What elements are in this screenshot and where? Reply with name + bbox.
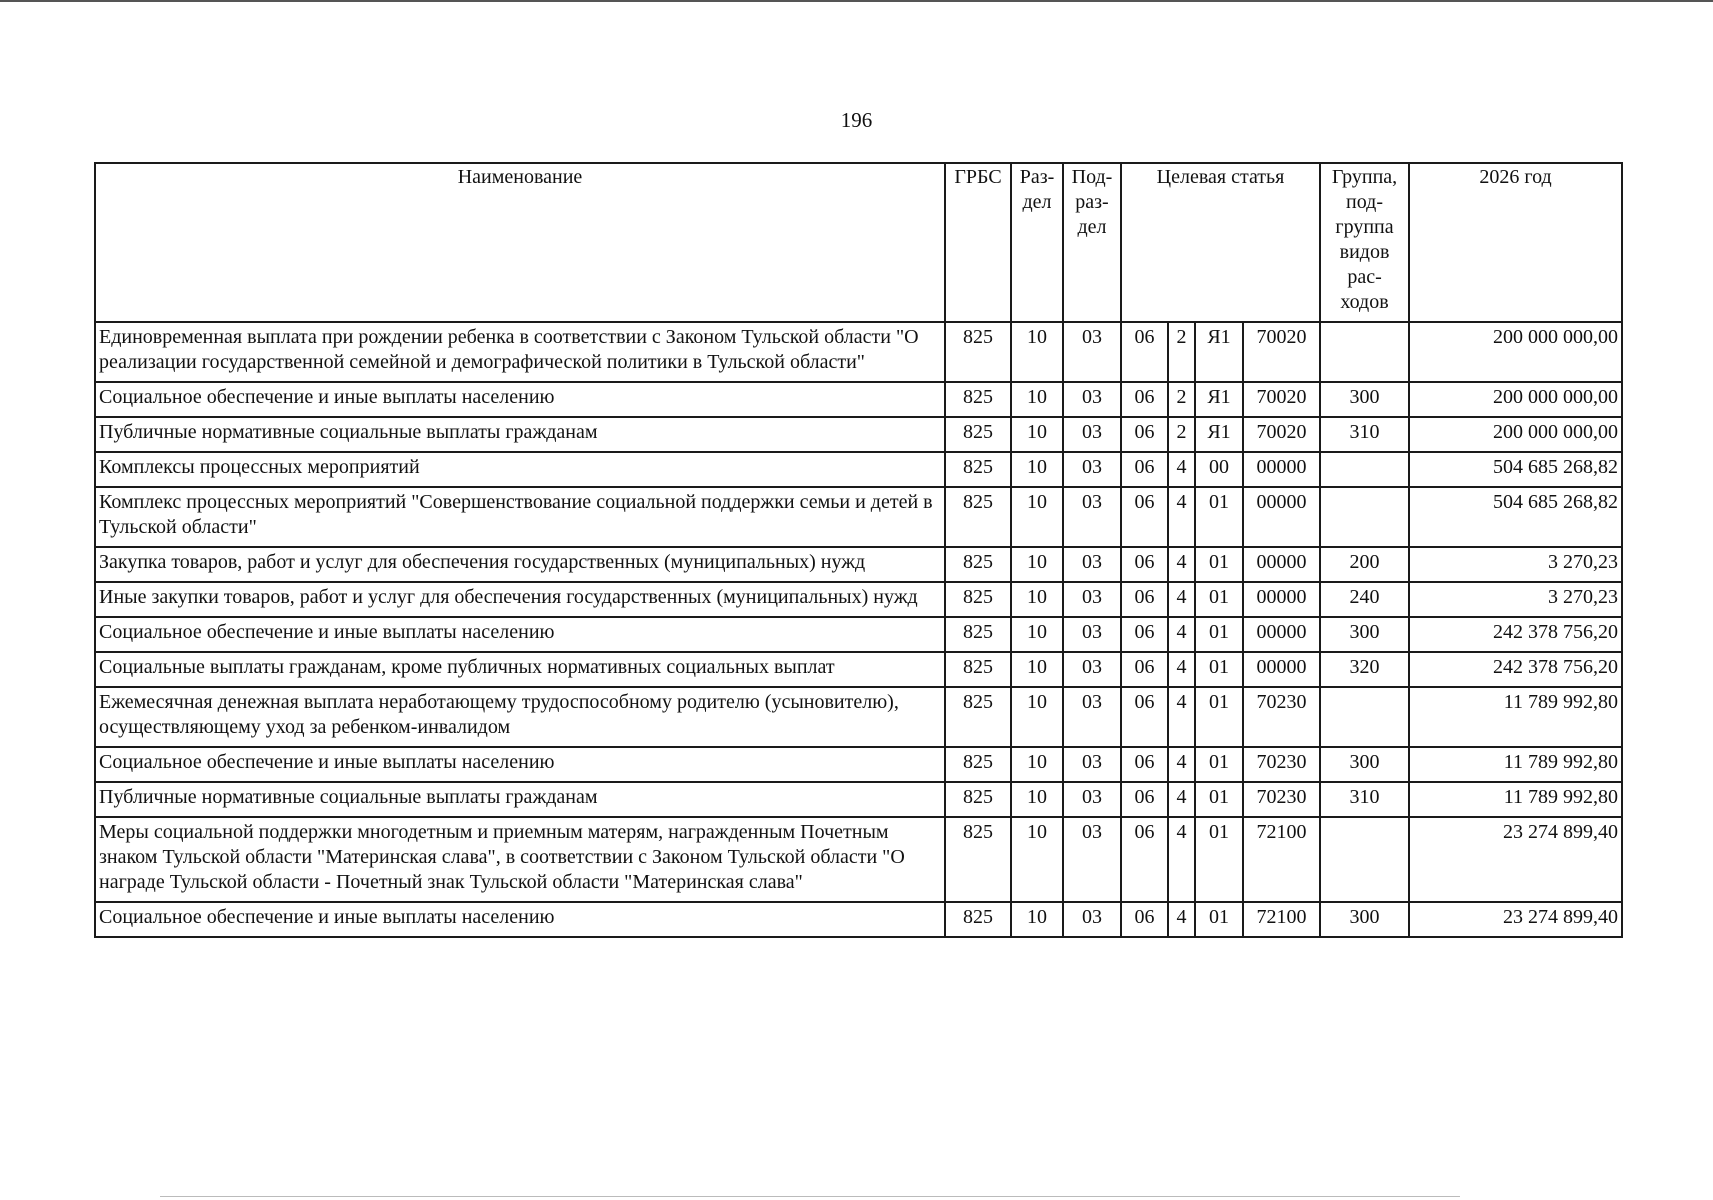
cell-podrazdel: 03	[1063, 617, 1121, 652]
cell-target-structure: 01	[1195, 582, 1243, 617]
cell-podrazdel: 03	[1063, 487, 1121, 547]
cell-target-program: 06	[1121, 582, 1168, 617]
cell-expense-group: 300	[1320, 382, 1409, 417]
cell-target-program: 06	[1121, 487, 1168, 547]
cell-amount-2026: 242 378 756,20	[1409, 617, 1622, 652]
cell-target-structure: 01	[1195, 817, 1243, 902]
cell-razdel: 10	[1011, 817, 1063, 902]
cell-target-direction: 72100	[1243, 902, 1320, 937]
table-row	[95, 782, 1622, 817]
cell-amount-2026: 200 000 000,00	[1409, 417, 1622, 452]
cell-podrazdel: 03	[1063, 902, 1121, 937]
cell-target-type: 4	[1168, 652, 1195, 687]
cell-target-structure: 01	[1195, 547, 1243, 582]
cell-name: Ежемесячная денежная выплата неработающему трудоспособному родителю (усыновителю), осуществляющему уход за ребенком-инвалидом	[95, 687, 945, 747]
cell-grbs: 825	[945, 687, 1011, 747]
cell-target-direction: 00000	[1243, 582, 1320, 617]
header-target-article: Целевая статья	[1121, 163, 1320, 322]
cell-name: Публичные нормативные социальные выплаты гражданам	[95, 417, 945, 452]
cell-target-program: 06	[1121, 547, 1168, 582]
cell-amount-2026: 3 270,23	[1409, 547, 1622, 582]
table-row	[95, 582, 1622, 617]
cell-grbs: 825	[945, 322, 1011, 382]
cell-target-type: 2	[1168, 322, 1195, 382]
header-grbs: ГРБС	[945, 163, 1011, 322]
cell-expense-group	[1320, 452, 1409, 487]
table-row	[95, 652, 1622, 687]
table-row	[95, 617, 1622, 652]
cell-target-program: 06	[1121, 747, 1168, 782]
cell-target-type: 4	[1168, 617, 1195, 652]
cell-target-structure: 01	[1195, 687, 1243, 747]
cell-target-direction: 00000	[1243, 547, 1320, 582]
cell-name: Социальные выплаты гражданам, кроме публичных нормативных социальных выплат	[95, 652, 945, 687]
cell-target-program: 06	[1121, 382, 1168, 417]
cell-expense-group: 300	[1320, 617, 1409, 652]
cell-target-program: 06	[1121, 452, 1168, 487]
cell-target-type: 4	[1168, 782, 1195, 817]
cell-grbs: 825	[945, 617, 1011, 652]
cell-target-structure: 00	[1195, 452, 1243, 487]
table-row	[95, 452, 1622, 487]
cell-amount-2026: 504 685 268,82	[1409, 452, 1622, 487]
cell-expense-group: 300	[1320, 902, 1409, 937]
cell-target-structure: Я1	[1195, 417, 1243, 452]
cell-grbs: 825	[945, 747, 1011, 782]
table-row	[95, 417, 1622, 452]
cell-name: Социальное обеспечение и иные выплаты населению	[95, 382, 945, 417]
cell-target-program: 06	[1121, 782, 1168, 817]
cell-podrazdel: 03	[1063, 652, 1121, 687]
cell-target-type: 4	[1168, 582, 1195, 617]
cell-grbs: 825	[945, 902, 1011, 937]
cell-razdel: 10	[1011, 902, 1063, 937]
cell-name: Меры социальной поддержки многодетным и приемным матерям, награжденным Почетным знаком Тульской области "Материнская слава", в соответствии с Законом Тульской области "О награде Тульской области - Почетный знак Тульской области "Материнская слава"	[95, 817, 945, 902]
header-name: Наименование	[95, 163, 945, 322]
cell-name: Социальное обеспечение и иные выплаты населению	[95, 747, 945, 782]
cell-podrazdel: 03	[1063, 817, 1121, 902]
cell-razdel: 10	[1011, 782, 1063, 817]
cell-target-program: 06	[1121, 417, 1168, 452]
cell-expense-group: 200	[1320, 547, 1409, 582]
cell-target-direction: 70230	[1243, 782, 1320, 817]
cell-amount-2026: 11 789 992,80	[1409, 747, 1622, 782]
table-row	[95, 547, 1622, 582]
cell-grbs: 825	[945, 382, 1011, 417]
cell-target-structure: 01	[1195, 782, 1243, 817]
cell-expense-group	[1320, 487, 1409, 547]
cell-target-type: 4	[1168, 452, 1195, 487]
cell-razdel: 10	[1011, 747, 1063, 782]
cell-target-type: 4	[1168, 687, 1195, 747]
cell-grbs: 825	[945, 652, 1011, 687]
cell-target-direction: 00000	[1243, 487, 1320, 547]
cell-podrazdel: 03	[1063, 322, 1121, 382]
cell-name: Комплексы процессных мероприятий	[95, 452, 945, 487]
cell-target-program: 06	[1121, 652, 1168, 687]
cell-target-direction: 00000	[1243, 617, 1320, 652]
cell-amount-2026: 23 274 899,40	[1409, 902, 1622, 937]
cell-target-structure: Я1	[1195, 322, 1243, 382]
cell-target-structure: 01	[1195, 617, 1243, 652]
page-number: 196	[840, 108, 873, 132]
cell-razdel: 10	[1011, 582, 1063, 617]
cell-expense-group: 310	[1320, 417, 1409, 452]
cell-name: Социальное обеспечение и иные выплаты населению	[95, 617, 945, 652]
cell-podrazdel: 03	[1063, 782, 1121, 817]
cell-amount-2026: 23 274 899,40	[1409, 817, 1622, 902]
cell-target-direction: 70230	[1243, 747, 1320, 782]
cell-grbs: 825	[945, 452, 1011, 487]
cell-razdel: 10	[1011, 547, 1063, 582]
table-row	[95, 747, 1622, 782]
cell-expense-group: 310	[1320, 782, 1409, 817]
cell-target-type: 4	[1168, 747, 1195, 782]
cell-expense-group: 240	[1320, 582, 1409, 617]
cell-podrazdel: 03	[1063, 382, 1121, 417]
cell-target-program: 06	[1121, 322, 1168, 382]
bottom-scan-rule	[160, 1196, 1460, 1197]
cell-podrazdel: 03	[1063, 452, 1121, 487]
cell-name: Комплекс процессных мероприятий "Совершенствование социальной поддержки семьи и детей в Тульской области"	[95, 487, 945, 547]
cell-target-program: 06	[1121, 902, 1168, 937]
table-row	[95, 487, 1622, 547]
cell-amount-2026: 504 685 268,82	[1409, 487, 1622, 547]
cell-target-structure: 01	[1195, 747, 1243, 782]
cell-grbs: 825	[945, 417, 1011, 452]
cell-target-program: 06	[1121, 817, 1168, 902]
cell-razdel: 10	[1011, 617, 1063, 652]
cell-podrazdel: 03	[1063, 687, 1121, 747]
cell-razdel: 10	[1011, 687, 1063, 747]
header-podrazdel: Под- раз- дел	[1063, 163, 1121, 322]
cell-podrazdel: 03	[1063, 582, 1121, 617]
cell-podrazdel: 03	[1063, 747, 1121, 782]
cell-grbs: 825	[945, 487, 1011, 547]
cell-target-direction: 70230	[1243, 687, 1320, 747]
cell-expense-group	[1320, 687, 1409, 747]
cell-amount-2026: 11 789 992,80	[1409, 687, 1622, 747]
budget-table	[94, 162, 1623, 938]
cell-razdel: 10	[1011, 652, 1063, 687]
cell-target-direction: 70020	[1243, 322, 1320, 382]
cell-name: Закупка товаров, работ и услуг для обеспечения государственных (муниципальных) нужд	[95, 547, 945, 582]
header-razdel: Раз- дел	[1011, 163, 1063, 322]
cell-name: Публичные нормативные социальные выплаты гражданам	[95, 782, 945, 817]
cell-name: Иные закупки товаров, работ и услуг для обеспечения государственных (муниципальных) нужд	[95, 582, 945, 617]
cell-razdel: 10	[1011, 417, 1063, 452]
cell-podrazdel: 03	[1063, 417, 1121, 452]
cell-target-direction: 00000	[1243, 452, 1320, 487]
cell-amount-2026: 11 789 992,80	[1409, 782, 1622, 817]
table-row	[95, 817, 1622, 902]
cell-grbs: 825	[945, 782, 1011, 817]
cell-target-structure: 01	[1195, 487, 1243, 547]
cell-name: Единовременная выплата при рождении ребенка в соответствии с Законом Тульской области "О реализации государственной семейной и демографической политики в Тульской области"	[95, 322, 945, 382]
cell-target-structure: 01	[1195, 652, 1243, 687]
top-scan-rule	[0, 0, 1713, 2]
cell-expense-group	[1320, 817, 1409, 902]
cell-target-type: 2	[1168, 417, 1195, 452]
cell-amount-2026: 200 000 000,00	[1409, 322, 1622, 382]
table-row	[95, 687, 1622, 747]
cell-grbs: 825	[945, 547, 1011, 582]
cell-target-type: 4	[1168, 902, 1195, 937]
cell-expense-group	[1320, 322, 1409, 382]
cell-razdel: 10	[1011, 382, 1063, 417]
cell-podrazdel: 03	[1063, 547, 1121, 582]
cell-razdel: 10	[1011, 322, 1063, 382]
cell-target-type: 2	[1168, 382, 1195, 417]
cell-target-structure: Я1	[1195, 382, 1243, 417]
cell-target-program: 06	[1121, 617, 1168, 652]
cell-razdel: 10	[1011, 487, 1063, 547]
cell-amount-2026: 3 270,23	[1409, 582, 1622, 617]
table-body	[95, 322, 1622, 937]
cell-name: Социальное обеспечение и иные выплаты населению	[95, 902, 945, 937]
cell-grbs: 825	[945, 582, 1011, 617]
header-year-2026: 2026 год	[1409, 163, 1622, 322]
cell-amount-2026: 200 000 000,00	[1409, 382, 1622, 417]
cell-target-type: 4	[1168, 547, 1195, 582]
cell-target-type: 4	[1168, 487, 1195, 547]
cell-razdel: 10	[1011, 452, 1063, 487]
table-header-row	[95, 163, 1622, 322]
cell-target-direction: 00000	[1243, 652, 1320, 687]
cell-target-structure: 01	[1195, 902, 1243, 937]
cell-expense-group: 300	[1320, 747, 1409, 782]
cell-target-direction: 70020	[1243, 382, 1320, 417]
cell-grbs: 825	[945, 817, 1011, 902]
table-row	[95, 902, 1622, 937]
table-row	[95, 382, 1622, 417]
cell-target-type: 4	[1168, 817, 1195, 902]
cell-amount-2026: 242 378 756,20	[1409, 652, 1622, 687]
header-expense-group: Группа, под- группа видов рас- ходов	[1320, 163, 1409, 322]
cell-target-program: 06	[1121, 687, 1168, 747]
table-row	[95, 322, 1622, 382]
cell-target-direction: 72100	[1243, 817, 1320, 902]
cell-target-direction: 70020	[1243, 417, 1320, 452]
cell-expense-group: 320	[1320, 652, 1409, 687]
